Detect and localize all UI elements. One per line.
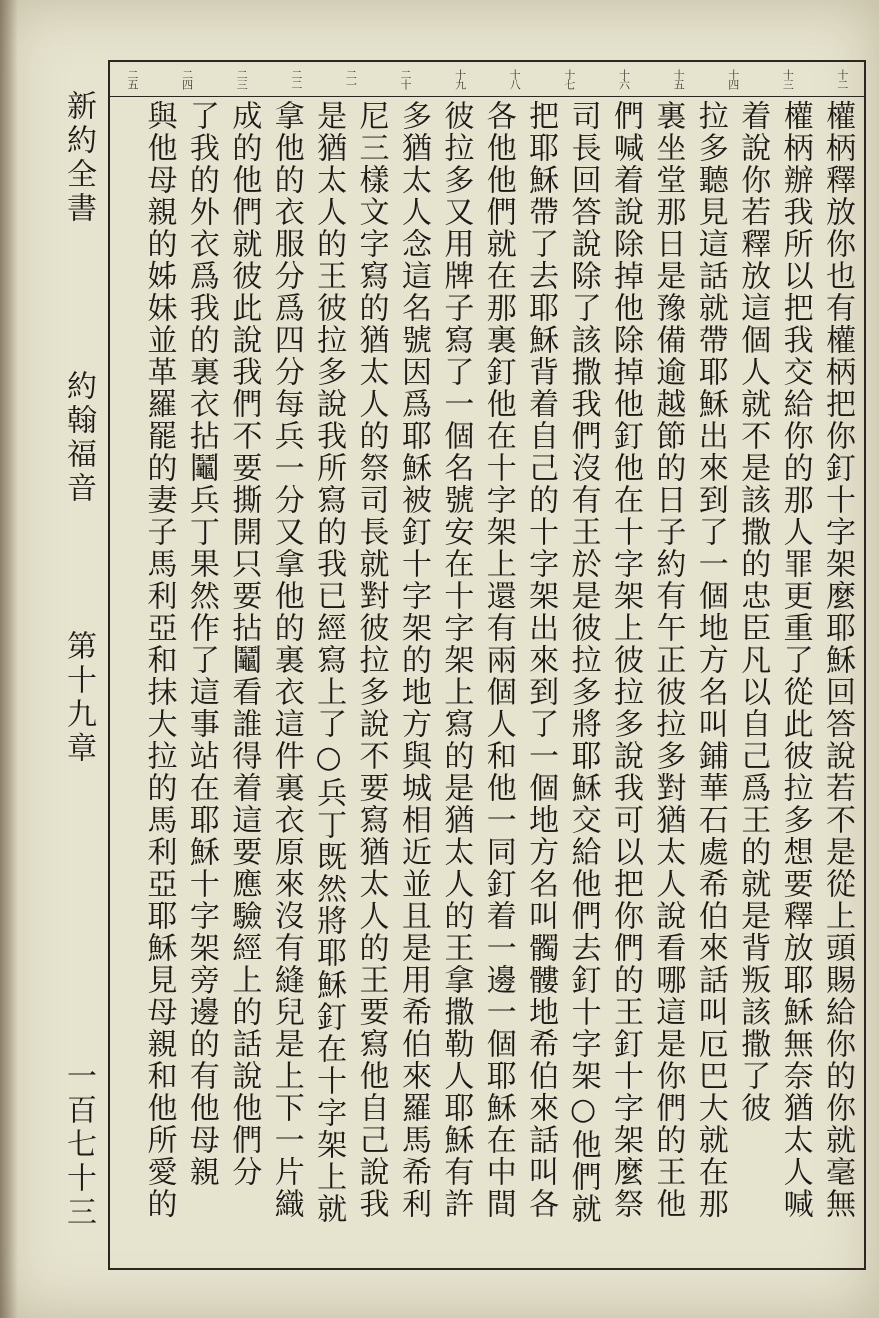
text-column: 拿他的衣服分爲四分每兵一分又拿他的裏衣這件裏衣原來沒有縫兒是上下一片織 [268,100,304,1220]
running-head-book: 約翰福音 [61,370,96,506]
verse-ref: 二四 [180,69,194,89]
text-column: 司長回答說除了該撒我們沒有王於是彼拉多將耶穌交給他們去釘十字架○他們就 [565,100,601,1225]
verse-ref: 十七 [562,69,576,89]
page-number: 一百七十三 [61,1060,96,1230]
verse-ref: 二一 [344,69,358,89]
header-rule [110,96,864,97]
verse-ref: 二三 [235,69,249,89]
verse-ref: 十二 [835,69,849,89]
verse-ref: 二五 [126,69,139,89]
verse-ref: 十三 [781,69,795,89]
scripture-text [118,100,858,1260]
text-column: 裏坐堂那日是豫備逾越節的日子約有午正彼拉多對猶太人說看哪這是你們的王他 [650,100,686,1220]
verse-ref: 十九 [453,69,467,89]
verse-ref: 二二 [289,69,303,89]
verse-ref: 十六 [617,69,631,89]
running-head [50,70,100,1270]
verse-ref: 二十 [399,69,413,89]
verse-ref: 十五 [672,69,686,89]
running-head-title: 新約全書 [61,90,96,226]
text-column: 把耶穌帶了去耶穌背着自己的十字架出來到了一個地方名叫髑髏地希伯來話叫各 [523,100,559,1220]
verse-reference-strip [114,64,860,94]
verse-ref: 十八 [508,69,522,89]
text-column: 多猶太人念這名號因爲耶穌被釘十字架的地方與城相近並且是用希伯來羅馬希利 [395,100,431,1220]
text-column: 權柄辦我所以把我交給你的那人罪更重了從此彼拉多想要釋放耶穌無奈猶太人喊 [777,100,813,1220]
text-column: 尼三樣文字寫的猶太人的祭司長就對彼拉多說不要寫猶太人的王要寫他自己說我 [353,100,389,1220]
running-head-chapter: 第十九章 [61,630,96,766]
text-column: 是猶太人的王彼拉多說我所寫的我已經寫上了○兵丁既然將耶穌釘在十字架上就 [311,100,347,1225]
binding-shadow [0,0,18,1318]
text-column: 成的他們就彼此說我們不要撕開只要拈鬮看誰得着這要應驗經上的話說他們分 [226,100,262,1188]
text-column: 各他他們就在那裏釘他在十字架上還有兩個人和他一同釘着一邊一個耶穌在中間 [480,100,516,1220]
text-column: 們喊着說除掉他除掉他釘他在十字架上彼拉多說我可以把你們的王釘十字架麼祭 [607,100,643,1220]
text-column: 拉多聽見這話就帶耶穌出來到了一個地方名叫鋪華石處希伯來話叫厄巴大就在那 [692,100,728,1220]
text-column: 與他母親的姊妹並革羅罷的妻子馬利亞和抹大拉的馬利亞耶穌見母親和他所愛的 [141,100,177,1220]
text-column: 彼拉多又用牌子寫了一個名號安在十字架上寫的是猶太人的王拿撒勒人耶穌有許 [438,100,474,1220]
text-column: 了我的外衣爲我的裏衣拈鬮兵丁果然作了這事站在耶穌十字架旁邊的有他母親 [183,100,219,1188]
verse-ref: 十四 [726,69,740,89]
text-column: 權柄釋放你也有權柄把你釘十字架麼耶穌回答說若不是從上頭賜給你的你就毫無 [820,100,855,1220]
text-column: 着說你若釋放這個人就不是該撒的忠臣凡以自己爲王的就是背叛該撒了彼 [735,100,771,1124]
